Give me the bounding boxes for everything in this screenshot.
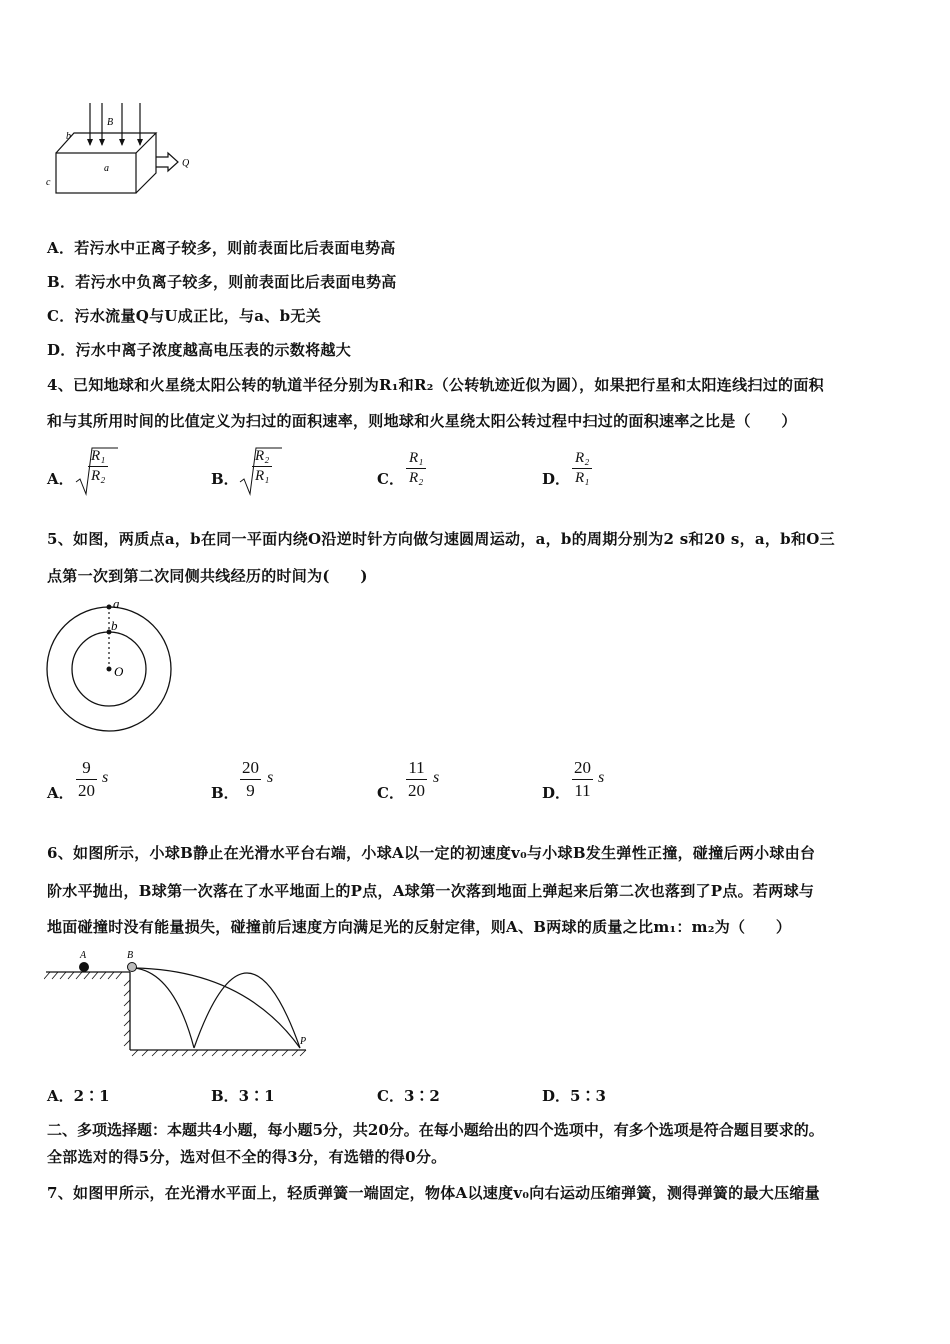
label-c: c <box>46 177 51 188</box>
option-label: B． <box>211 784 239 802</box>
label-b: b <box>111 618 118 633</box>
q3-option-a[interactable]: A．若污水中正离子较多，则前表面比后表面电势高 <box>47 239 396 257</box>
option-fraction: $\frac{9}{20}$ <box>78 758 95 800</box>
option-unit: s <box>102 769 109 786</box>
option-label: B． <box>211 470 239 488</box>
section2-heading-line2: 全部选对的得5分，选对但不全的得3分，有选错的得0分。 <box>47 1148 447 1166</box>
option-fraction: $\frac{\text{R₂}}{\text{R₁}}$ <box>572 450 592 487</box>
option-label: A． <box>47 784 74 802</box>
option-unit: s <box>267 769 274 786</box>
q6-option-d[interactable]: D．5∶3 <box>542 1087 606 1105</box>
label-a: a <box>104 163 109 174</box>
option-fraction: $\frac{\text{R₁}}{\text{R₂}}$ <box>406 450 426 487</box>
label-B: B <box>107 117 114 128</box>
section2-heading-line1: 二、多项选择题：本题共4小题，每小题5分，共20分。在每小题给出的四个选项中，有多个选项是符合题目要求的。 <box>47 1121 824 1139</box>
option-unit: s <box>433 769 440 786</box>
label-B: B <box>127 950 134 961</box>
q7-stem-line1: 7、如图甲所示，在光滑水平面上，轻质弹簧一端固定，物体A以速度v₀向右运动压缩弹簧，测得弹簧的最大压缩量 <box>47 1184 820 1202</box>
q6-stem-line1: 6、如图所示，小球B静止在光滑水平台右端，小球A以一定的初速度v₀与小球B发生弹性正撞，碰撞后两小球由台 <box>47 844 816 862</box>
label-b: b <box>66 131 71 142</box>
option-fraction: $\frac{11}{20}$ <box>408 758 425 800</box>
q4-stem-line1: 4、已知地球和火星绕太阳公转的轨道半径分别为R₁和R₂（公转轨迹近似为圆），如果把行星和太阳连线扫过的面积 <box>47 376 824 394</box>
label-P: P <box>300 1036 307 1047</box>
option-fraction: $\frac{20}{11}$ <box>574 758 591 800</box>
option-unit: s <box>598 769 605 786</box>
label-O: O <box>114 664 124 679</box>
option-fraction: $\frac{\text{R₂}}{\text{R₁}}$ <box>252 448 272 485</box>
option-label: A． <box>47 470 74 488</box>
q6-stem-line3: 地面碰撞时没有能量损失，碰撞前后速度方向满足光的反射定律，则A、B两球的质量之比m₁：m₂为（ ） <box>47 918 792 936</box>
q5-stem-line1: 5、如图，两质点a，b在同一平面内绕O沿逆时针方向做匀速圆周运动，a，b的周期分别为2 s和20 s，a，b和O三 <box>47 530 835 548</box>
q6-option-a[interactable]: A．2∶1 <box>47 1087 110 1105</box>
label-a: a <box>113 596 120 611</box>
q6-option-b[interactable]: B．3∶1 <box>211 1087 275 1105</box>
orbit-figure <box>44 596 174 736</box>
option-label: D． <box>542 470 571 488</box>
q5-stem-line2: 点第一次到第二次同侧共线经历的时间为( ) <box>47 567 368 585</box>
flowmeter-figure <box>44 95 204 205</box>
label-Q: Q <box>182 158 190 169</box>
option-label: C． <box>377 470 404 488</box>
q3-option-b[interactable]: B．若污水中负离子较多，则前表面比后表面电势高 <box>47 273 397 291</box>
q6-option-c[interactable]: C．3∶2 <box>377 1087 440 1105</box>
option-fraction: $\frac{\text{R₁}}{\text{R₂}}$ <box>88 448 108 485</box>
q3-option-c[interactable]: C．污水流量Q与U成正比，与a、b无关 <box>47 307 321 325</box>
option-fraction: $\frac{20}{9}$ <box>242 758 259 800</box>
option-label: D． <box>542 784 571 802</box>
option-label: C． <box>377 784 404 802</box>
projectile-figure <box>44 948 314 1058</box>
q4-stem-line2: 和与其所用时间的比值定义为扫过的面积速率，则地球和火星绕太阳公转过程中扫过的面积速率之比是（ ） <box>47 412 797 430</box>
q3-option-d[interactable]: D．污水中离子浓度越高电压表的示数将越大 <box>47 341 352 359</box>
q6-stem-line2: 阶水平抛出，B球第一次落在了水平地面上的P点，A球第一次落到地面上弹起来后第二次也落到了P点。若两球与 <box>47 882 815 900</box>
label-A: A <box>80 950 87 961</box>
